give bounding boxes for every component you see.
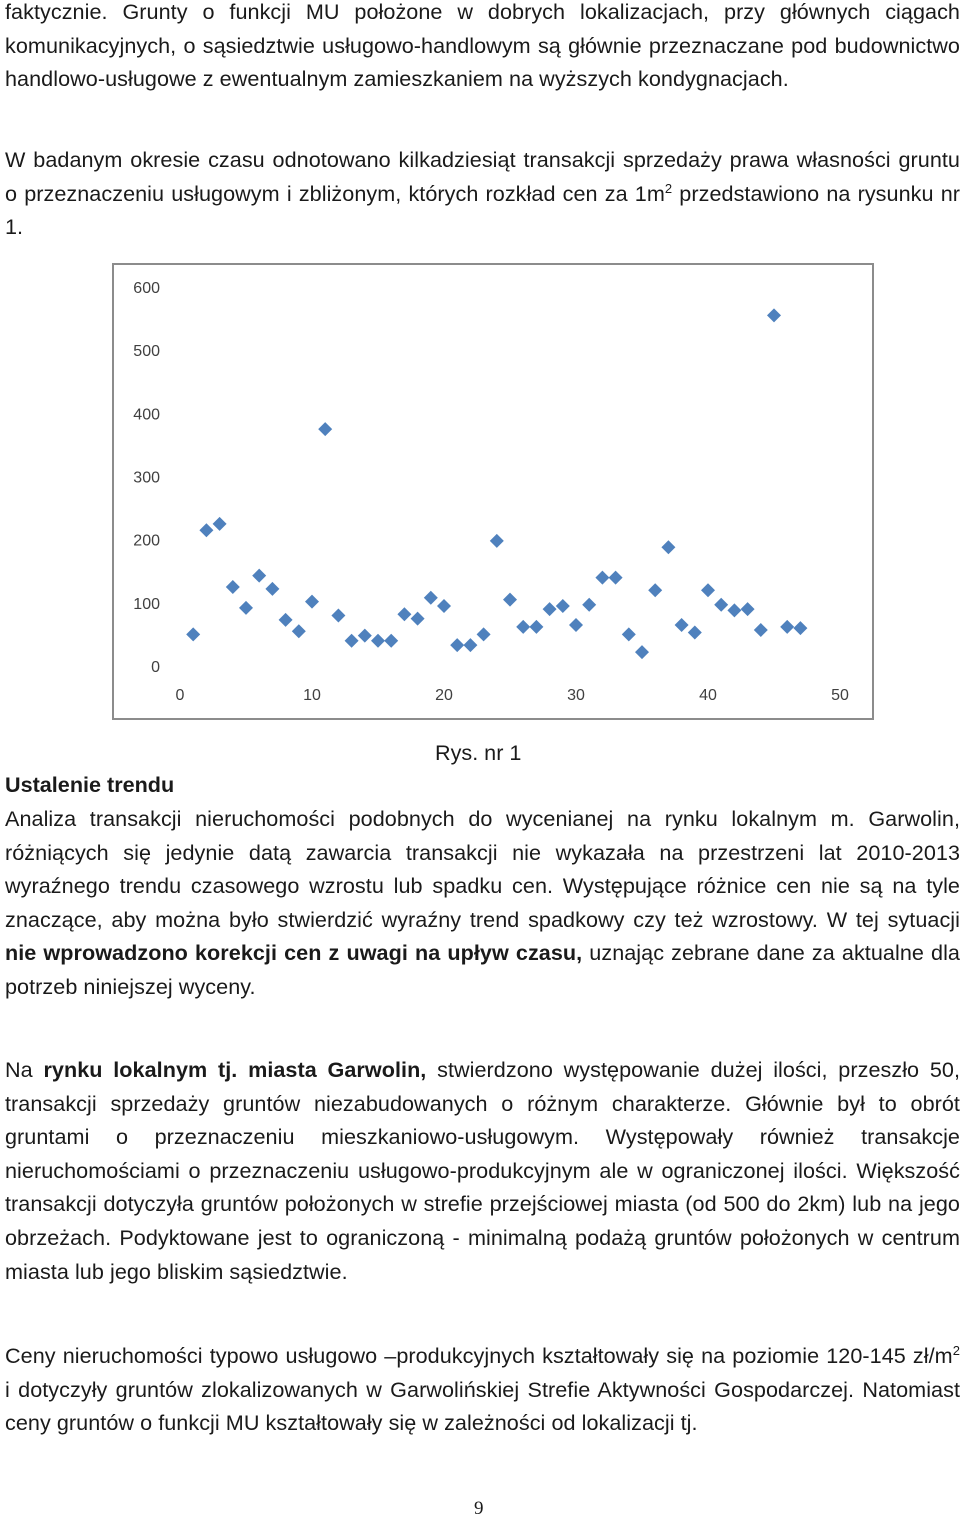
y-tick-label: 600 — [133, 280, 160, 297]
data-point — [688, 626, 702, 640]
page-number: 9 — [474, 1498, 484, 1519]
data-point — [199, 523, 213, 537]
data-point — [186, 627, 200, 641]
y-tick-label: 400 — [133, 406, 160, 424]
data-point — [226, 580, 240, 594]
data-point — [437, 599, 451, 613]
data-point — [635, 645, 649, 659]
y-tick-label: 300 — [133, 469, 160, 487]
x-tick-label: 20 — [435, 687, 453, 704]
data-point — [213, 517, 227, 531]
data-point — [595, 571, 609, 585]
data-point — [780, 620, 794, 634]
data-point — [411, 612, 425, 626]
data-point — [648, 583, 662, 597]
data-point — [345, 634, 359, 648]
paragraph-local-market — [5, 1053, 960, 1288]
data-point — [292, 624, 306, 638]
data-point — [265, 582, 279, 596]
data-point — [754, 623, 768, 637]
paragraph-transactions-intro — [5, 143, 960, 244]
paragraph-bold-text: rynku lokalnym tj. miasta Garwolin, — [43, 1057, 427, 1082]
data-point — [305, 595, 319, 609]
data-point — [450, 638, 464, 652]
section-heading: Ustalenie trendu — [5, 772, 175, 797]
data-point — [252, 569, 266, 583]
paragraph-text: stwierdzono występowanie dużej ilości, przeszło 50, transakcji sprzedaży gruntów niezabudowanych o różnym charakterze. Głównie był to obrót gruntami o przeznaczeniu mieszkaniowo-usługowym. Występowały również transakcje nieruchomościami o przeznaczeniu usługowo-produkcyjnym ale w ograniczonej ilości. Większość transakcji dotyczyła gruntów położonych w strefie przejściowej miasta (od 500 do 2km) lub na jego obrzeżach. Podyktowane jest to ograniczoną - minimalną podażą gruntów położonych w centrum miasta lub jego bliskim sąsiedztwie. — [5, 1057, 960, 1284]
x-tick-label: 30 — [567, 687, 585, 704]
data-point — [675, 618, 689, 632]
y-tick-label: 100 — [133, 595, 160, 613]
superscript: 2 — [952, 1342, 960, 1358]
paragraph-text: Na — [5, 1057, 44, 1082]
data-point — [516, 620, 530, 634]
data-point — [622, 627, 636, 641]
data-point — [384, 634, 398, 648]
paragraph-service-prices — [5, 1339, 960, 1440]
data-point — [741, 602, 755, 616]
paragraph-text: uznając zebrane dane za aktualne dla potrzeb niniejszej wyceny. — [5, 940, 960, 999]
paragraph-text: przedstawiono na rysunku nr 1. — [5, 180, 960, 240]
y-tick-label: 0 — [151, 659, 160, 676]
data-point — [371, 634, 385, 648]
superscript: 2 — [664, 180, 673, 196]
data-point — [503, 593, 517, 607]
data-point — [529, 620, 543, 634]
data-point — [239, 601, 253, 615]
data-point — [279, 613, 293, 627]
data-point — [463, 638, 477, 652]
x-tick-label: 10 — [303, 687, 321, 704]
data-point — [727, 603, 741, 617]
data-point — [424, 591, 438, 605]
paragraph-text: W badanym okresie czasu odnotowano kilkadziesiąt transakcji sprzedaży prawa własności gruntu o przeznaczeniu usługowym i zbliżonym, których rozkład cen za 1m — [5, 147, 960, 206]
data-point — [543, 602, 557, 616]
data-point — [556, 599, 570, 613]
x-tick-label: 0 — [175, 687, 185, 704]
data-point — [793, 621, 807, 635]
paragraph-text: i dotyczyły gruntów zlokalizowanych w Garwolińskiej Strefie Aktywności Gospodarczej. Natomiast ceny gruntów o funkcji MU kształtowały się w zależności od lokalizacji tj. — [5, 1376, 960, 1436]
paragraph-text: Analiza transakcji nieruchomości podobnych do wycenianej na rynku lokalnym m. Garwolin, różniących się jedynie datą zawarcia transakcji nie wykazała na przestrzeni lat 2010-2013 wyraźnego trendu czasowego wzrostu lub spadku cen. Występujące różnice cen nie są na tyle znaczące, aby można było stwierdzić wyraźny trend spadkowy czy też wzrostowy. W tej sytuacji — [5, 806, 960, 932]
paragraph-trend-analysis — [5, 802, 960, 1004]
data-point — [318, 422, 332, 436]
data-point — [358, 629, 372, 643]
y-tick-label: 200 — [133, 532, 160, 550]
price-scatter-chart — [112, 263, 874, 720]
x-tick-label: 50 — [831, 687, 849, 704]
paragraph-mu-land-use — [5, 0, 960, 96]
data-point — [714, 598, 728, 612]
paragraph-text: faktycznie. Grunty o funkcji MU położone w dobrych lokalizacjach, przy głównych ciągach komunikacyjnych, o sąsiedztwie usługowo-handlowym są głównie przeznaczane pod budownictwo handlowo-usługowe z ewentualnym zamieszkaniem na wyższych kondygnacjach. — [5, 0, 960, 92]
data-point — [609, 571, 623, 585]
data-point — [490, 534, 504, 548]
data-point — [397, 607, 411, 621]
chart-canvas — [114, 265, 872, 718]
data-point — [569, 618, 583, 632]
data-point — [582, 598, 596, 612]
paragraph-text: Ceny nieruchomości typowo usługowo –produkcyjnych kształtowały się na poziomie 120-145 zł/m — [5, 1343, 953, 1368]
data-point — [331, 608, 345, 622]
data-point — [701, 583, 715, 597]
paragraph-bold-text: nie wprowadzono korekcji cen z uwagi na upływ czasu, — [5, 940, 583, 966]
figure-caption: Rys. nr 1 — [435, 740, 522, 765]
x-tick-label: 40 — [699, 687, 717, 704]
data-point — [661, 540, 675, 554]
data-point — [767, 308, 781, 322]
y-tick-label: 500 — [133, 343, 160, 361]
data-point — [477, 627, 491, 641]
